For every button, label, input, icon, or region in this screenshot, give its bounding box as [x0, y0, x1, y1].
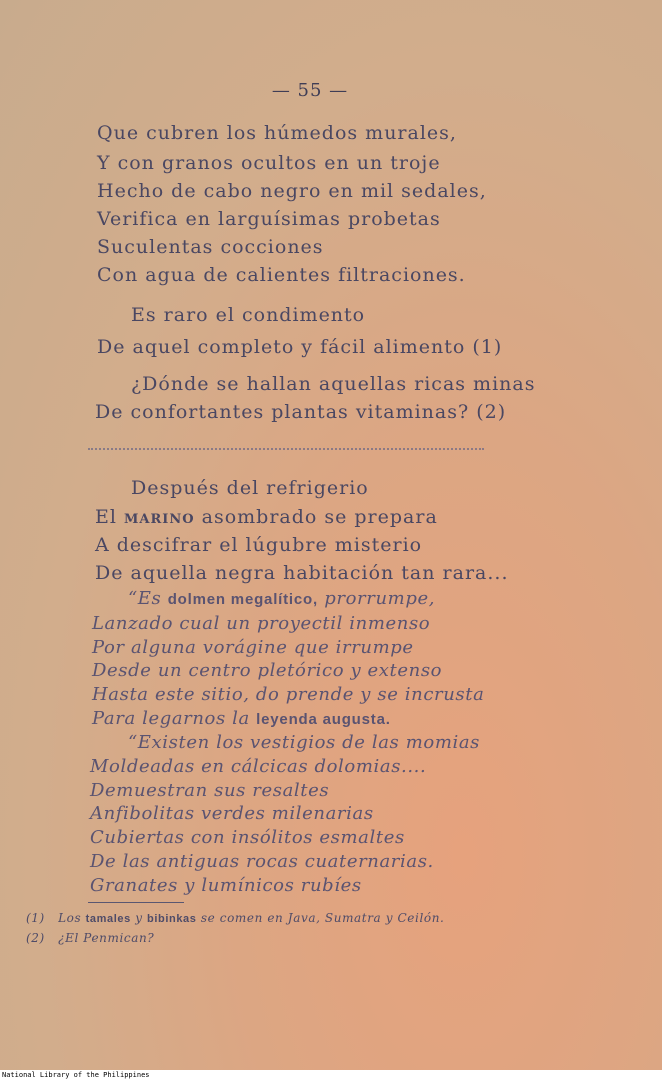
verse-line: Anfibolitas verdes milenarias	[90, 803, 374, 824]
verse-line: Granates y lumínicos rubíes	[90, 875, 362, 896]
verse-smallcaps: MARINO	[124, 512, 195, 527]
verse-line: Hecho de cabo negro en mil sedales,	[97, 180, 487, 202]
footnote-marker: (2)	[26, 931, 45, 945]
verse-line: Hasta este sitio, do prende y se incrusta	[92, 684, 485, 705]
verse-line	[95, 508, 438, 527]
footnote-2	[26, 931, 154, 945]
verse-line: Por alguna vorágine que irrumpe	[92, 637, 414, 658]
footnote-text: y	[135, 911, 143, 925]
verse-line	[128, 590, 435, 608]
verse-text: Para legarnos la	[92, 708, 257, 729]
verse-line: De las antiguas rocas cuaternarias.	[90, 851, 434, 872]
verse-line: De confortantes plantas vitaminas? (2)	[95, 401, 507, 423]
verse-line: Verifica en larguísimas probetas	[97, 208, 441, 230]
verse-line: A descifrar el lúgubre misterio	[95, 534, 423, 556]
verse-bold: dolmen megalítico,	[167, 591, 318, 608]
verse-line: Con agua de calientes filtraciones.	[97, 264, 466, 286]
verse-line: Suculentas cocciones	[97, 236, 324, 258]
verse-line: Es raro el condimento	[131, 304, 366, 326]
verse-line: Después del refrigerio	[131, 477, 369, 499]
footnote-marker: (1)	[26, 911, 45, 925]
footnote-text: bibinkas	[147, 913, 197, 925]
verse-bold: leyenda augusta.	[256, 711, 391, 728]
verse-line: “Existen los vestigios de las momias	[128, 732, 481, 753]
verse-line: Que cubren los húmedos murales,	[97, 122, 457, 144]
verse-text: El	[95, 506, 124, 528]
dotted-separator	[88, 448, 484, 450]
verse-line: Desde un centro pletórico y extenso	[92, 660, 443, 681]
footnote-text: se comen en Java, Sumatra y Ceilón.	[200, 911, 445, 925]
footnote-text: ¿El Penmican?	[58, 931, 155, 945]
verse-line: De aquel completo y fácil alimento (1)	[97, 336, 503, 358]
library-watermark: National Library of the Philippines	[2, 1071, 150, 1079]
verse-text: prorrumpe,	[317, 588, 436, 609]
verse-line: Moldeadas en cálcicas dolomias....	[90, 756, 427, 777]
footnote-text: Los	[58, 911, 82, 925]
verse-line: Lanzado cual un proyectil inmenso	[92, 613, 431, 634]
footnote-rule	[88, 902, 184, 903]
verse-text: asombrado se prepara	[194, 506, 438, 528]
footnote-1	[26, 911, 444, 925]
verse-text: “Es	[128, 588, 168, 609]
verse-line: Demuestran sus resaltes	[90, 780, 330, 801]
verse-line: Y con granos ocultos en un troje	[97, 152, 441, 174]
page-number: — 55 —	[271, 80, 349, 101]
verse-line	[92, 710, 391, 728]
verse-line: Cubiertas con insólitos esmaltes	[90, 827, 405, 848]
footnote-text: tamales	[85, 913, 131, 925]
verse-line: De aquella negra habitación tan rara...	[95, 562, 509, 584]
verse-line: ¿Dónde se hallan aquellas ricas minas	[131, 373, 536, 395]
